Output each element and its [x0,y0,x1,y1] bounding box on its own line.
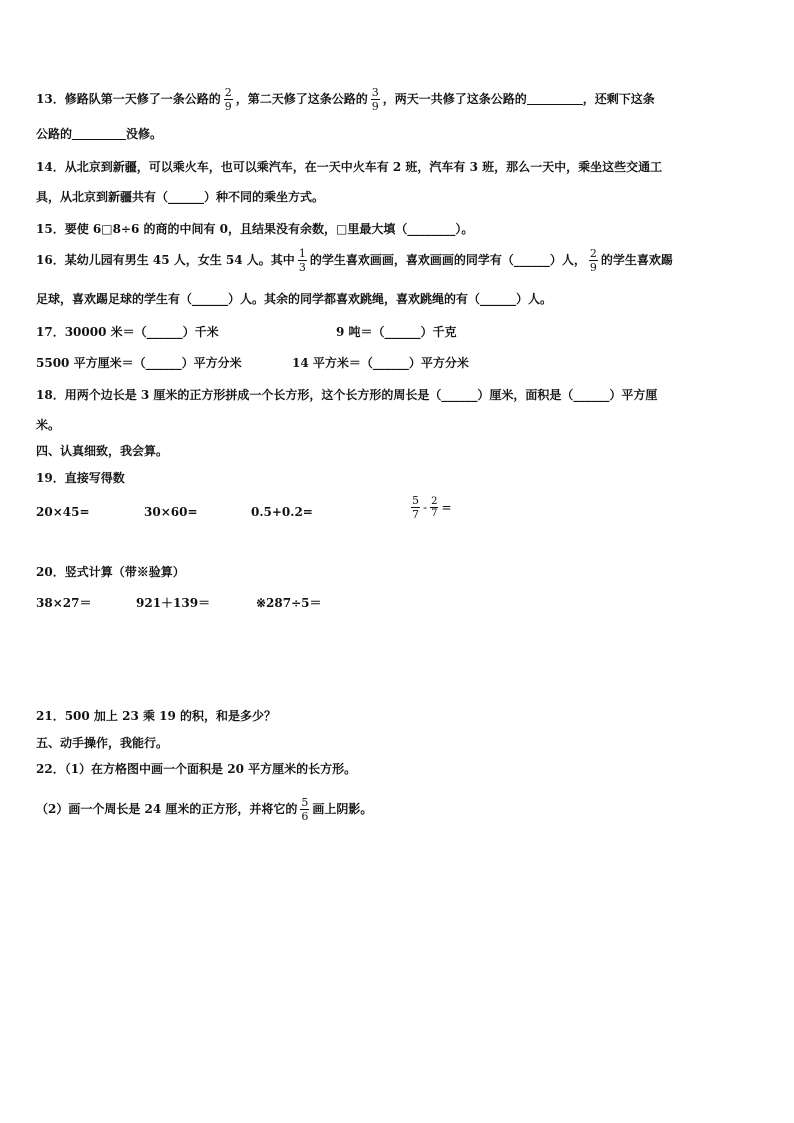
equals-sign: = [441,500,452,515]
q13-text-4: ，还剩下这条 [582,92,655,106]
q19-fraction-a [411,494,420,521]
question-19-title: 19．直接写得数 [36,471,125,485]
question-16-line-2: 足球，喜欢踢足球的学生有（______）人。其余的同学都喜欢跳绳，喜欢跳绳的有（______）人。 [36,292,553,306]
question-22-part-2 [36,796,372,823]
q16-text-1: 16．某幼儿园有男生 45 人，女生 54 人。其中 [36,253,295,267]
question-20-title: 20．竖式计算（带※验算） [36,565,185,579]
fraction-numerator: 1 [298,247,306,260]
fraction-denominator: 3 [298,261,306,274]
q16-text-3: 的学生喜欢踢 [600,253,673,267]
question-17-d: 14 平方米＝（______）平方分米 [292,356,469,370]
fraction-numerator: 2 [589,247,597,260]
fraction-denominator: 9 [224,100,232,113]
q20-item-b: 921＋139＝ [136,596,211,610]
q13-text-1: 13．修路队第一天修了一条公路的 [36,92,221,106]
fraction-denominator: 6 [301,810,309,823]
question-22-part-1: 22．（1）在方格图中画一个面积是 20 平方厘米的长方形。 [36,762,357,776]
q22-fraction [300,796,309,823]
q13-fraction-2 [371,86,380,113]
q22-text-2: 画上阴影。 [312,802,373,816]
q13-text-3: ，两天一共修了这条公路的 [382,92,527,106]
q13-text-6: 没修。 [126,127,163,141]
question-16-line-1 [36,247,673,274]
q13-fraction-1 [224,86,233,113]
fraction-denominator: 7 [412,508,419,521]
question-14-line-1: 14．从北京到新疆，可以乘火车，也可以乘汽车，在一天中火车有 2 班，汽车有 3 班，那么一天中，乘坐这些交通工 [36,160,663,174]
minus-sign: - [423,500,428,515]
question-13-line-1 [36,86,655,113]
fraction-numerator: 3 [371,86,379,99]
fraction-numerator: 5 [301,796,309,809]
section-4-heading: 四、认真细致，我会算。 [36,444,169,458]
fraction-numerator: 5 [412,494,419,507]
fraction-denominator: 9 [371,100,379,113]
question-18-line-1: 18．用两个边长是 3 厘米的正方形拼成一个长方形，这个长方形的周长是（______）厘米，面积是（______）平方厘 [36,388,658,402]
q19-fraction-b [430,496,438,519]
fraction-denominator: 7 [431,508,438,519]
fraction-numerator: 2 [431,496,438,507]
q20-item-c: ※287÷5＝ [256,596,322,610]
q16-fraction-1 [298,247,307,274]
question-17-a: 17．30000 米＝（______）千米 [36,325,219,339]
q19-item-c: 0.5+0.2= [251,505,313,519]
q22-text-1: （2）画一个周长是 24 厘米的正方形，并将它的 [36,802,298,816]
q16-fraction-2 [589,247,598,274]
question-15: 15．要使 6□8÷6 的商的中间有 0，且结果没有余数，□里最大填（________）。 [36,222,474,236]
q19-item-d [408,494,452,521]
q20-item-a: 38×27＝ [36,596,92,610]
q19-item-b: 30×60= [144,505,198,519]
question-14-line-2: 具，从北京到新疆共有（______）种不同的乘坐方式。 [36,190,325,204]
q13-text-5: 公路的 [36,127,73,141]
answer-blank[interactable] [72,127,126,140]
answer-blank[interactable] [527,92,583,105]
fraction-denominator: 9 [589,261,597,274]
q13-text-2: ，第二天修了这条公路的 [235,92,368,106]
question-18-line-2: 米。 [36,418,61,432]
question-21: 21．500 加上 23 乘 19 的积，和是多少？ [36,709,277,723]
fraction-numerator: 2 [224,86,232,99]
q16-text-2: 的学生喜欢画画，喜欢画画的同学有（______）人， [309,253,586,267]
question-17-c: 5500 平方厘米＝（______）平方分米 [36,356,242,370]
section-5-heading: 五、动手操作，我能行。 [36,736,169,750]
q19-item-a: 20×45= [36,505,90,519]
question-13-line-2 [36,125,162,142]
question-17-b: 9 吨＝（______）千克 [336,325,457,339]
